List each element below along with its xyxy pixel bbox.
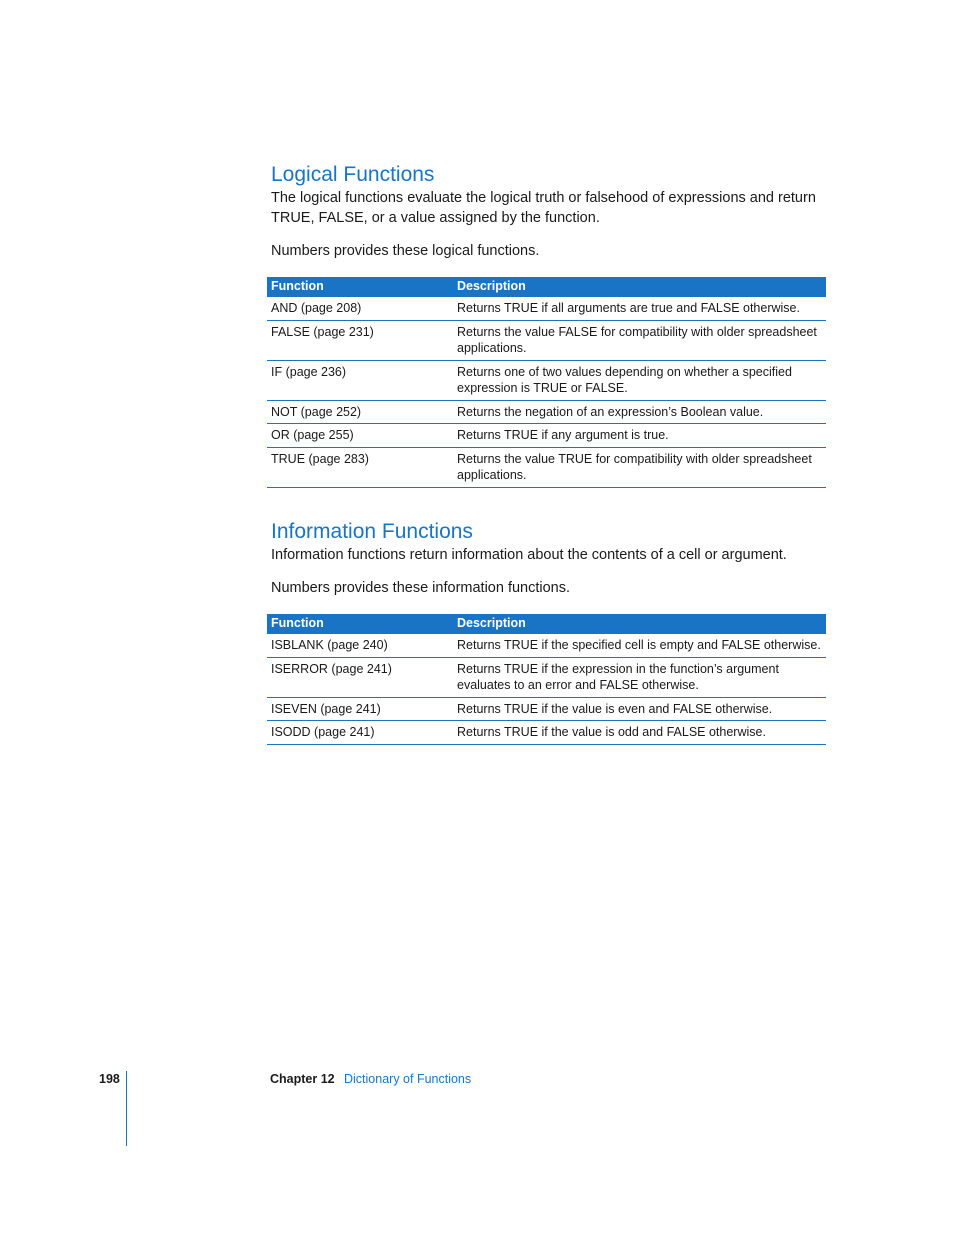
description-cell: Returns TRUE if any argument is true. [453, 424, 826, 448]
function-cell: IF (page 236) [267, 360, 453, 400]
chapter-label: Chapter 12 [270, 1072, 335, 1086]
function-cell: AND (page 208) [267, 297, 453, 320]
information-functions-heading: Information Functions [271, 520, 473, 543]
description-cell: Returns TRUE if the value is odd and FALSE otherwise. [453, 721, 826, 745]
function-cell: TRUE (page 283) [267, 447, 453, 487]
column-header-description: Description [453, 277, 826, 297]
table-row [267, 697, 826, 721]
table-row [267, 297, 826, 320]
description-cell: Returns TRUE if the specified cell is empty and FALSE otherwise. [453, 634, 826, 657]
table-row [267, 360, 826, 400]
table-row [267, 400, 826, 424]
description-cell: Returns the value TRUE for compatibility with older spreadsheet applications. [453, 447, 826, 487]
logical-functions-table [267, 277, 826, 488]
logical-functions-section [267, 162, 826, 488]
chapter-title: Dictionary of Functions [344, 1072, 472, 1086]
description-cell: Returns the value FALSE for compatibility with older spreadsheet applications. [453, 320, 826, 360]
logical-functions-heading: Logical Functions [271, 163, 435, 186]
logical-functions-provides: Numbers provides these logical functions. [271, 243, 540, 259]
description-cell: Returns TRUE if the value is even and FALSE otherwise. [453, 697, 826, 721]
function-cell: ISEVEN (page 241) [267, 697, 453, 721]
description-cell: Returns the negation of an expression’s Boolean value. [453, 400, 826, 424]
information-functions-intro: Information functions return information about the contents of a cell or argument. [271, 547, 787, 563]
table-row [267, 634, 826, 657]
function-cell: ISERROR (page 241) [267, 657, 453, 697]
table-row [267, 657, 826, 697]
description-cell: Returns one of two values depending on whether a specified expression is TRUE or FALSE. [453, 360, 826, 400]
column-header-description: Description [453, 614, 826, 634]
footer-divider [126, 1071, 127, 1146]
function-cell: OR (page 255) [267, 424, 453, 448]
function-cell: ISBLANK (page 240) [267, 634, 453, 657]
table-header-row [267, 614, 826, 634]
information-functions-section [267, 519, 826, 745]
table-header-row [267, 277, 826, 297]
function-cell: FALSE (page 231) [267, 320, 453, 360]
description-cell: Returns TRUE if the expression in the function’s argument evaluates to an error and FALSE otherwise. [453, 657, 826, 697]
column-header-function: Function [267, 614, 453, 634]
information-functions-provides: Numbers provides these information functions. [271, 580, 571, 596]
table-row [267, 447, 826, 487]
table-row [267, 721, 826, 745]
function-cell: NOT (page 252) [267, 400, 453, 424]
table-row [267, 320, 826, 360]
function-cell: ISODD (page 241) [267, 721, 453, 745]
column-header-function: Function [267, 277, 453, 297]
page-number: 198 [99, 1072, 120, 1086]
description-cell: Returns TRUE if all arguments are true and FALSE otherwise. [453, 297, 826, 320]
information-functions-table [267, 614, 826, 745]
table-row [267, 424, 826, 448]
logical-functions-intro: The logical functions evaluate the logical truth or falsehood of expressions and return TRUE, FALSE, or a value assigned by the function. [271, 190, 816, 226]
